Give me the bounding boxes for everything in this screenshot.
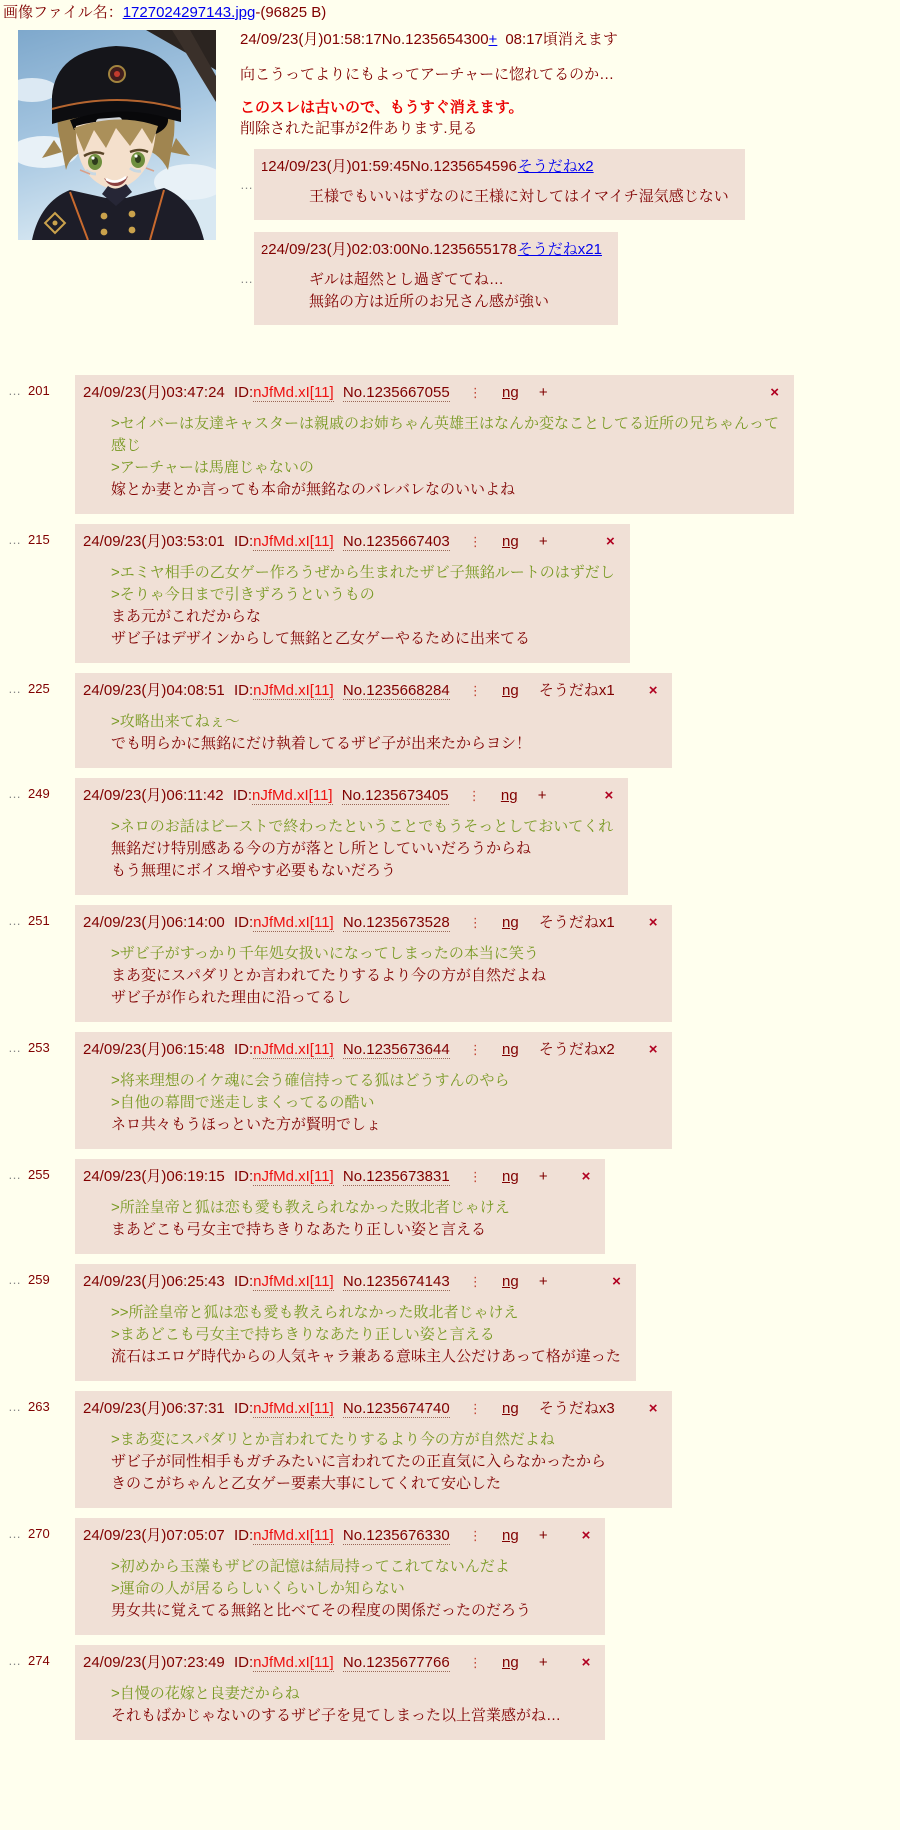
post-id-label: ID: (233, 1654, 254, 1671)
quoted-reply-box (254, 232, 618, 325)
quoted-reply-row (240, 149, 900, 220)
post-box (75, 1159, 605, 1254)
file-header-label: 画像ファイル名： (3, 4, 123, 21)
quote-text-line: >アーチャーは馬鹿じゃないの (111, 459, 314, 476)
post-header (83, 1271, 621, 1293)
post-ng-button[interactable]: ng (502, 1168, 519, 1185)
post-no[interactable]: No.1235673528 (342, 914, 450, 931)
post-no[interactable]: No.1235677766 (342, 1654, 450, 1671)
post-row (8, 1391, 900, 1508)
post-ng-button[interactable]: ng (502, 1400, 519, 1417)
post-date: 24/09/23(月)06:25:43 (83, 1273, 225, 1290)
post-marker (8, 912, 58, 929)
post-body (111, 1302, 621, 1368)
post-soudane-button[interactable]: + (538, 384, 548, 401)
post-id[interactable]: nJfMd.xI[11] (253, 533, 334, 550)
post-id[interactable]: nJfMd.xI[11] (253, 1527, 334, 1544)
post-text-line: でも明らかに無銘にだけ執着してるザビ子が出来たからヨシ！ (111, 735, 532, 752)
post-box (75, 1391, 672, 1508)
post-close-button[interactable]: × (606, 533, 615, 550)
quote-text-line: >まあどこも弓女主で持ちきりなあたり正しい姿と言える (111, 1326, 495, 1343)
post-index: 249 (28, 786, 50, 801)
file-name-link[interactable]: 1727024297143.jpg (122, 4, 256, 21)
post-index: 215 (28, 532, 50, 547)
post-menu-dots[interactable]: … (8, 786, 22, 801)
post-box (75, 1645, 605, 1740)
post-marker (8, 785, 58, 802)
post-box (75, 1518, 605, 1635)
post-row (8, 905, 900, 1022)
thread-image-thumbnail[interactable] (18, 30, 216, 240)
post-text-line: 王様でもいいはずなのに王様に対してはイマイチ湿気感じない (309, 188, 729, 205)
quote-text-line: >自慢の花嫁と良妻だからね (111, 1685, 300, 1702)
post-header (83, 1525, 590, 1547)
post-date: 24/09/23(月)06:37:31 (83, 1400, 225, 1417)
post-close-button[interactable]: × (770, 384, 780, 401)
post-kebab-menu-icon[interactable]: ⋮ (468, 1042, 482, 1057)
post-row (8, 375, 900, 514)
post-text-line: まあ変にスパダリとか言われてたりするより今の方が自然だよね (111, 967, 547, 984)
post-row (8, 524, 900, 663)
post-menu-dots[interactable]: … (8, 532, 22, 547)
post-text-line: まあどこも弓女主で持ちきりなあたり正しい姿と言える (111, 1221, 487, 1238)
post-close-button[interactable]: × (604, 787, 614, 804)
post-close-button[interactable]: × (648, 1400, 658, 1417)
post-box (75, 1032, 672, 1149)
post-close-button[interactable]: × (581, 1654, 591, 1671)
file-size: -(96825 B) (255, 4, 327, 21)
post-no[interactable]: No.1235667055 (342, 384, 450, 401)
quote-text-line: >攻略出来てねぇ～ (111, 713, 240, 730)
post-kebab-menu-icon[interactable]: ⋮ (468, 915, 482, 930)
post-index: 1 (261, 159, 269, 174)
post-soudane-button[interactable]: + (538, 1273, 548, 1290)
post-text-line: 無銘の方は近所のお兄さん感が強い (309, 293, 550, 310)
post-ng-button[interactable]: ng (502, 1527, 519, 1544)
op-date: 24/09/23(月)01:58:17 (240, 31, 382, 48)
post-index: 251 (28, 913, 50, 928)
post-row (8, 1032, 900, 1149)
post-text-line: ネロ共々もうほっといた方が賢明でしょ (111, 1116, 382, 1133)
op-body-text: 向こうってよりにもよってアーチャーに惚れてるのか… (240, 66, 615, 83)
quote-text-line: >セイバーは友達キャスターは親戚のお姉ちゃん英雄王はなんか変なことしてる近所の兄ちゃんって (111, 415, 780, 432)
post-date: 24/09/23(月)04:08:51 (83, 682, 225, 699)
post-row (8, 778, 900, 895)
replies-container (8, 375, 900, 1780)
post-marker (8, 531, 58, 548)
post-id-label: ID: (233, 533, 254, 550)
post-marker (8, 1271, 58, 1288)
post-no[interactable]: No.1235654596 (410, 158, 517, 175)
post-body (111, 1683, 590, 1727)
post-kebab-menu-icon[interactable]: ⋮ (468, 1274, 482, 1289)
post-body (111, 943, 657, 1009)
post-no[interactable]: No.1235667403 (342, 533, 450, 550)
post-marker (8, 1039, 58, 1056)
post-box (75, 375, 794, 514)
post-row (8, 1264, 900, 1381)
post-header (83, 1398, 657, 1420)
post-id-label: ID: (233, 1273, 254, 1290)
post-date: 24/09/23(月)07:05:07 (83, 1527, 225, 1544)
post-id[interactable]: nJfMd.xI[11] (253, 1168, 334, 1185)
post-soudane-button[interactable]: + (538, 533, 548, 550)
post-id-label: ID: (232, 787, 252, 804)
post-text-line: ザビ子はデザインからして無銘と乙女ゲーやるために出来てる (111, 630, 530, 647)
post-row (8, 1159, 900, 1254)
post-kebab-menu-icon[interactable]: ⋮ (468, 1401, 482, 1416)
post-body (111, 816, 613, 882)
post-text-line: ザビ子が同性相手もガチみたいに言われてたの正直気に入らなかったから (111, 1453, 607, 1470)
post-menu-dots[interactable]: … (8, 1272, 22, 1287)
post-no[interactable]: No.1235673644 (342, 1041, 450, 1058)
post-body (111, 1070, 657, 1136)
post-no[interactable]: No.1235674143 (342, 1273, 450, 1290)
post-marker (8, 1525, 58, 1542)
post-body (111, 562, 615, 650)
post-date: 24/09/23(月)03:47:24 (83, 384, 225, 401)
post-close-button[interactable]: × (612, 1273, 621, 1290)
quote-text-line: >所詮皇帝と狐は恋も愛も教えられなかった敗北者じゃけえ (111, 1199, 510, 1216)
post-index: 263 (28, 1399, 50, 1414)
post-id[interactable]: nJfMd.xI[11] (253, 1654, 334, 1671)
post-ng-button[interactable]: ng (500, 787, 518, 804)
post-marker (8, 1166, 58, 1183)
post-index: 225 (28, 681, 50, 696)
post-date: 24/09/23(月)06:11:42 (83, 787, 224, 804)
post-id-label: ID: (233, 1527, 254, 1544)
post-header (261, 239, 602, 261)
file-header (0, 0, 900, 25)
quote-text-line: >自他の幕間で迷走しまくってるの酷い (111, 1094, 375, 1111)
post-text-line: きのこがちゃんと乙女ゲー要素大事にしてくれて安心した (111, 1475, 502, 1492)
post-no[interactable]: No.1235673405 (341, 787, 449, 804)
post-ng-button[interactable]: ng (502, 914, 519, 931)
op-header (240, 29, 900, 51)
post-index: 274 (28, 1653, 50, 1668)
post-ng-button[interactable]: ng (502, 384, 519, 401)
post-marker (8, 1652, 58, 1669)
post-ng-button[interactable]: ng (502, 1041, 519, 1058)
post-kebab-menu-icon[interactable]: ⋮ (468, 1655, 482, 1670)
post-date: 24/09/23(月)07:23:49 (83, 1654, 225, 1671)
post-no[interactable]: No.1235655178 (410, 241, 517, 258)
post-soudane-button[interactable]: そうだねx3 (538, 1400, 615, 1417)
post-ng-button[interactable]: ng (502, 1273, 519, 1290)
post-header (261, 156, 729, 178)
post-text-line: 流石はエロゲ時代からの人気キャラ兼ある意味主人公だけあって格が違った (111, 1348, 621, 1365)
post-body (309, 269, 602, 313)
post-id-label: ID: (233, 1400, 254, 1417)
post-text-line: 嫁とか妻とか言っても本命が無銘なのバレバレなのいいよね (111, 481, 515, 498)
post-kebab-menu-icon[interactable]: ⋮ (468, 1169, 482, 1184)
soudane-count-link[interactable]: そうだねx21 (517, 241, 602, 258)
post-no[interactable]: No.1235673831 (342, 1168, 450, 1185)
deleted-posts-notice (240, 119, 900, 139)
post-id-label: ID: (233, 1041, 254, 1058)
post-menu-dots[interactable]: … (8, 681, 22, 696)
post-soudane-button[interactable]: + (537, 787, 547, 804)
post-index: 201 (28, 383, 50, 398)
post-close-button[interactable]: × (648, 914, 658, 931)
post-menu-dots[interactable]: … (240, 271, 254, 286)
post-row (8, 1518, 900, 1635)
quoted-reply-box (254, 149, 745, 220)
post-marker (8, 1398, 58, 1415)
post-index: 270 (28, 1526, 50, 1541)
post-no[interactable]: No.1235674740 (342, 1400, 450, 1417)
post-body (111, 1197, 590, 1241)
post-marker (8, 382, 58, 399)
post-menu-dots[interactable]: … (8, 383, 22, 398)
anime-character-image[interactable] (18, 30, 216, 240)
post-id-label: ID: (233, 914, 254, 931)
post-menu-dots[interactable]: … (8, 1040, 22, 1055)
post-kebab-menu-icon[interactable]: ⋮ (468, 683, 482, 698)
post-kebab-menu-icon[interactable]: ⋮ (467, 788, 481, 803)
post-id[interactable]: nJfMd.xI[11] (253, 1041, 334, 1058)
post-soudane-button[interactable]: + (538, 1168, 548, 1185)
post-box (75, 524, 630, 663)
quote-text-line: >そりゃ今日まで引きずろうというもの (111, 586, 375, 603)
post-body (309, 186, 729, 208)
post-date: 24/09/23(月)06:14:00 (83, 914, 225, 931)
post-id-label: ID: (233, 384, 254, 401)
post-soudane-button[interactable]: + (538, 1654, 548, 1671)
post-date: 24/09/23(月)02:03:00 (268, 241, 411, 258)
post-kebab-menu-icon[interactable]: ⋮ (468, 534, 482, 549)
thread-old-warning: このスレは古いので、もうすぐ消えます。 (240, 99, 524, 116)
post-index: 259 (28, 1272, 50, 1287)
post-box (75, 673, 672, 768)
deleted-posts-text: 削除された記事が2件あります. (240, 120, 448, 137)
post-id[interactable]: nJfMd.xI[11] (253, 682, 334, 699)
post-body (111, 1429, 657, 1495)
post-text-line: ギルは超然とし過ぎててね… (309, 271, 504, 288)
post-text-line: それもばかじゃないのするザビ子を見てしまった以上営業感がね… (111, 1707, 562, 1724)
post-header (83, 1166, 590, 1188)
post-box (75, 905, 672, 1022)
op-expire-notice: 08:17頃消えます (505, 31, 618, 48)
post-id[interactable]: nJfMd.xI[11] (253, 1400, 334, 1417)
quoted-reply-row (240, 232, 900, 325)
post-no[interactable]: No.1235668284 (342, 682, 450, 699)
post-box (75, 1264, 636, 1381)
deleted-posts-view-button[interactable]: 見る (447, 120, 478, 137)
post-ng-button[interactable]: ng (502, 533, 519, 550)
quote-text-line: >初めから玉藻もザビの記憶は結局持ってこれてないんだよ (111, 1558, 510, 1575)
soudane-count-link[interactable]: そうだねx2 (517, 158, 594, 175)
post-index: 255 (28, 1167, 50, 1182)
post-index: 2 (261, 242, 269, 257)
post-row (8, 1645, 900, 1740)
post-menu-dots[interactable]: … (8, 1399, 22, 1414)
post-menu-dots[interactable]: … (8, 1653, 22, 1668)
post-header (83, 680, 657, 702)
quote-text-line: >エミヤ相手の乙女ゲー作ろうぜから生まれたザビ子無銘ルートのはずだし (111, 564, 615, 581)
post-id-label: ID: (233, 1168, 254, 1185)
post-date: 24/09/23(月)06:15:48 (83, 1041, 225, 1058)
quote-text-line: >将来理想のイケ魂に会う確信持ってる狐はどうすんのやら (111, 1072, 510, 1089)
quote-text-line: >運命の人が居るらしいくらいしか知らない (111, 1580, 405, 1597)
post-row (8, 673, 900, 768)
post-no[interactable]: No.1235676330 (342, 1527, 450, 1544)
post-text-line: 無銘だけ特別感ある今の方が落とし所としていいだろうからね (111, 840, 532, 857)
post-body (111, 711, 657, 755)
post-date: 24/09/23(月)03:53:01 (83, 533, 225, 550)
quote-text-line: 感じ (111, 437, 142, 454)
post-text-line: 男女共に覚えてる無銘と比べてその程度の関係だったのだろう (111, 1602, 532, 1619)
post-soudane-button[interactable]: そうだねx2 (538, 1041, 615, 1058)
post-menu-dots[interactable]: … (8, 1526, 22, 1541)
quoted-replies-container (240, 149, 900, 325)
post-ng-button[interactable]: ng (502, 682, 519, 699)
post-id[interactable]: nJfMd.xI[11] (253, 1273, 334, 1290)
original-post (0, 25, 900, 337)
post-text-line: もう無理にボイス増やす必要もないだろう (111, 862, 396, 879)
post-text-line: まあ元がこれだからな (111, 608, 262, 625)
quote-text-line: >まあ変にスパダリとか言われてたりするより今の方が自然だよね (111, 1431, 555, 1448)
post-header (83, 1652, 590, 1674)
post-kebab-menu-icon[interactable]: ⋮ (468, 1528, 482, 1543)
post-soudane-button[interactable]: そうだねx1 (538, 682, 615, 699)
post-date: 24/09/23(月)01:59:45 (268, 158, 411, 175)
op-no: No.1235654300 (381, 31, 489, 48)
post-id[interactable]: nJfMd.xI[11] (252, 787, 333, 804)
post-text-line: ザビ子が作られた理由に沿ってるし (111, 989, 352, 1006)
post-box (75, 778, 628, 895)
post-soudane-button[interactable]: そうだねx1 (538, 914, 615, 931)
quote-text-line: >>所詮皇帝と狐は恋も愛も教えられなかった敗北者じゃけえ (111, 1304, 519, 1321)
post-menu-dots[interactable]: … (8, 1167, 22, 1182)
post-header (83, 382, 779, 404)
post-id[interactable]: nJfMd.xI[11] (253, 914, 334, 931)
post-close-button[interactable]: × (581, 1168, 591, 1185)
post-close-button[interactable]: × (581, 1527, 591, 1544)
quote-text-line: >ザビ子がすっかり千年処女扱いになってしまったの本当に笑う (111, 945, 539, 962)
post-soudane-button[interactable]: + (538, 1527, 548, 1544)
post-date: 24/09/23(月)06:19:15 (83, 1168, 225, 1185)
post-header (83, 1039, 657, 1061)
quote-text-line: >ネロのお話はビーストで終わったということでもうそっとしておいてくれ (111, 818, 614, 835)
post-kebab-menu-icon[interactable]: ⋮ (468, 385, 482, 400)
post-header (83, 531, 615, 553)
post-ng-button[interactable]: ng (502, 1654, 519, 1671)
post-id[interactable]: nJfMd.xI[11] (253, 384, 334, 401)
post-id-label: ID: (233, 682, 254, 699)
post-body (111, 1556, 590, 1622)
post-close-button[interactable]: × (648, 1041, 658, 1058)
post-body (111, 413, 779, 501)
post-menu-dots[interactable]: … (8, 913, 22, 928)
op-soudane-plus-link[interactable]: + (488, 31, 498, 48)
post-header (83, 785, 613, 807)
post-close-button[interactable]: × (648, 682, 658, 699)
post-menu-dots[interactable]: … (240, 177, 254, 192)
post-marker (8, 680, 58, 697)
post-header (83, 912, 657, 934)
post-index: 253 (28, 1040, 50, 1055)
